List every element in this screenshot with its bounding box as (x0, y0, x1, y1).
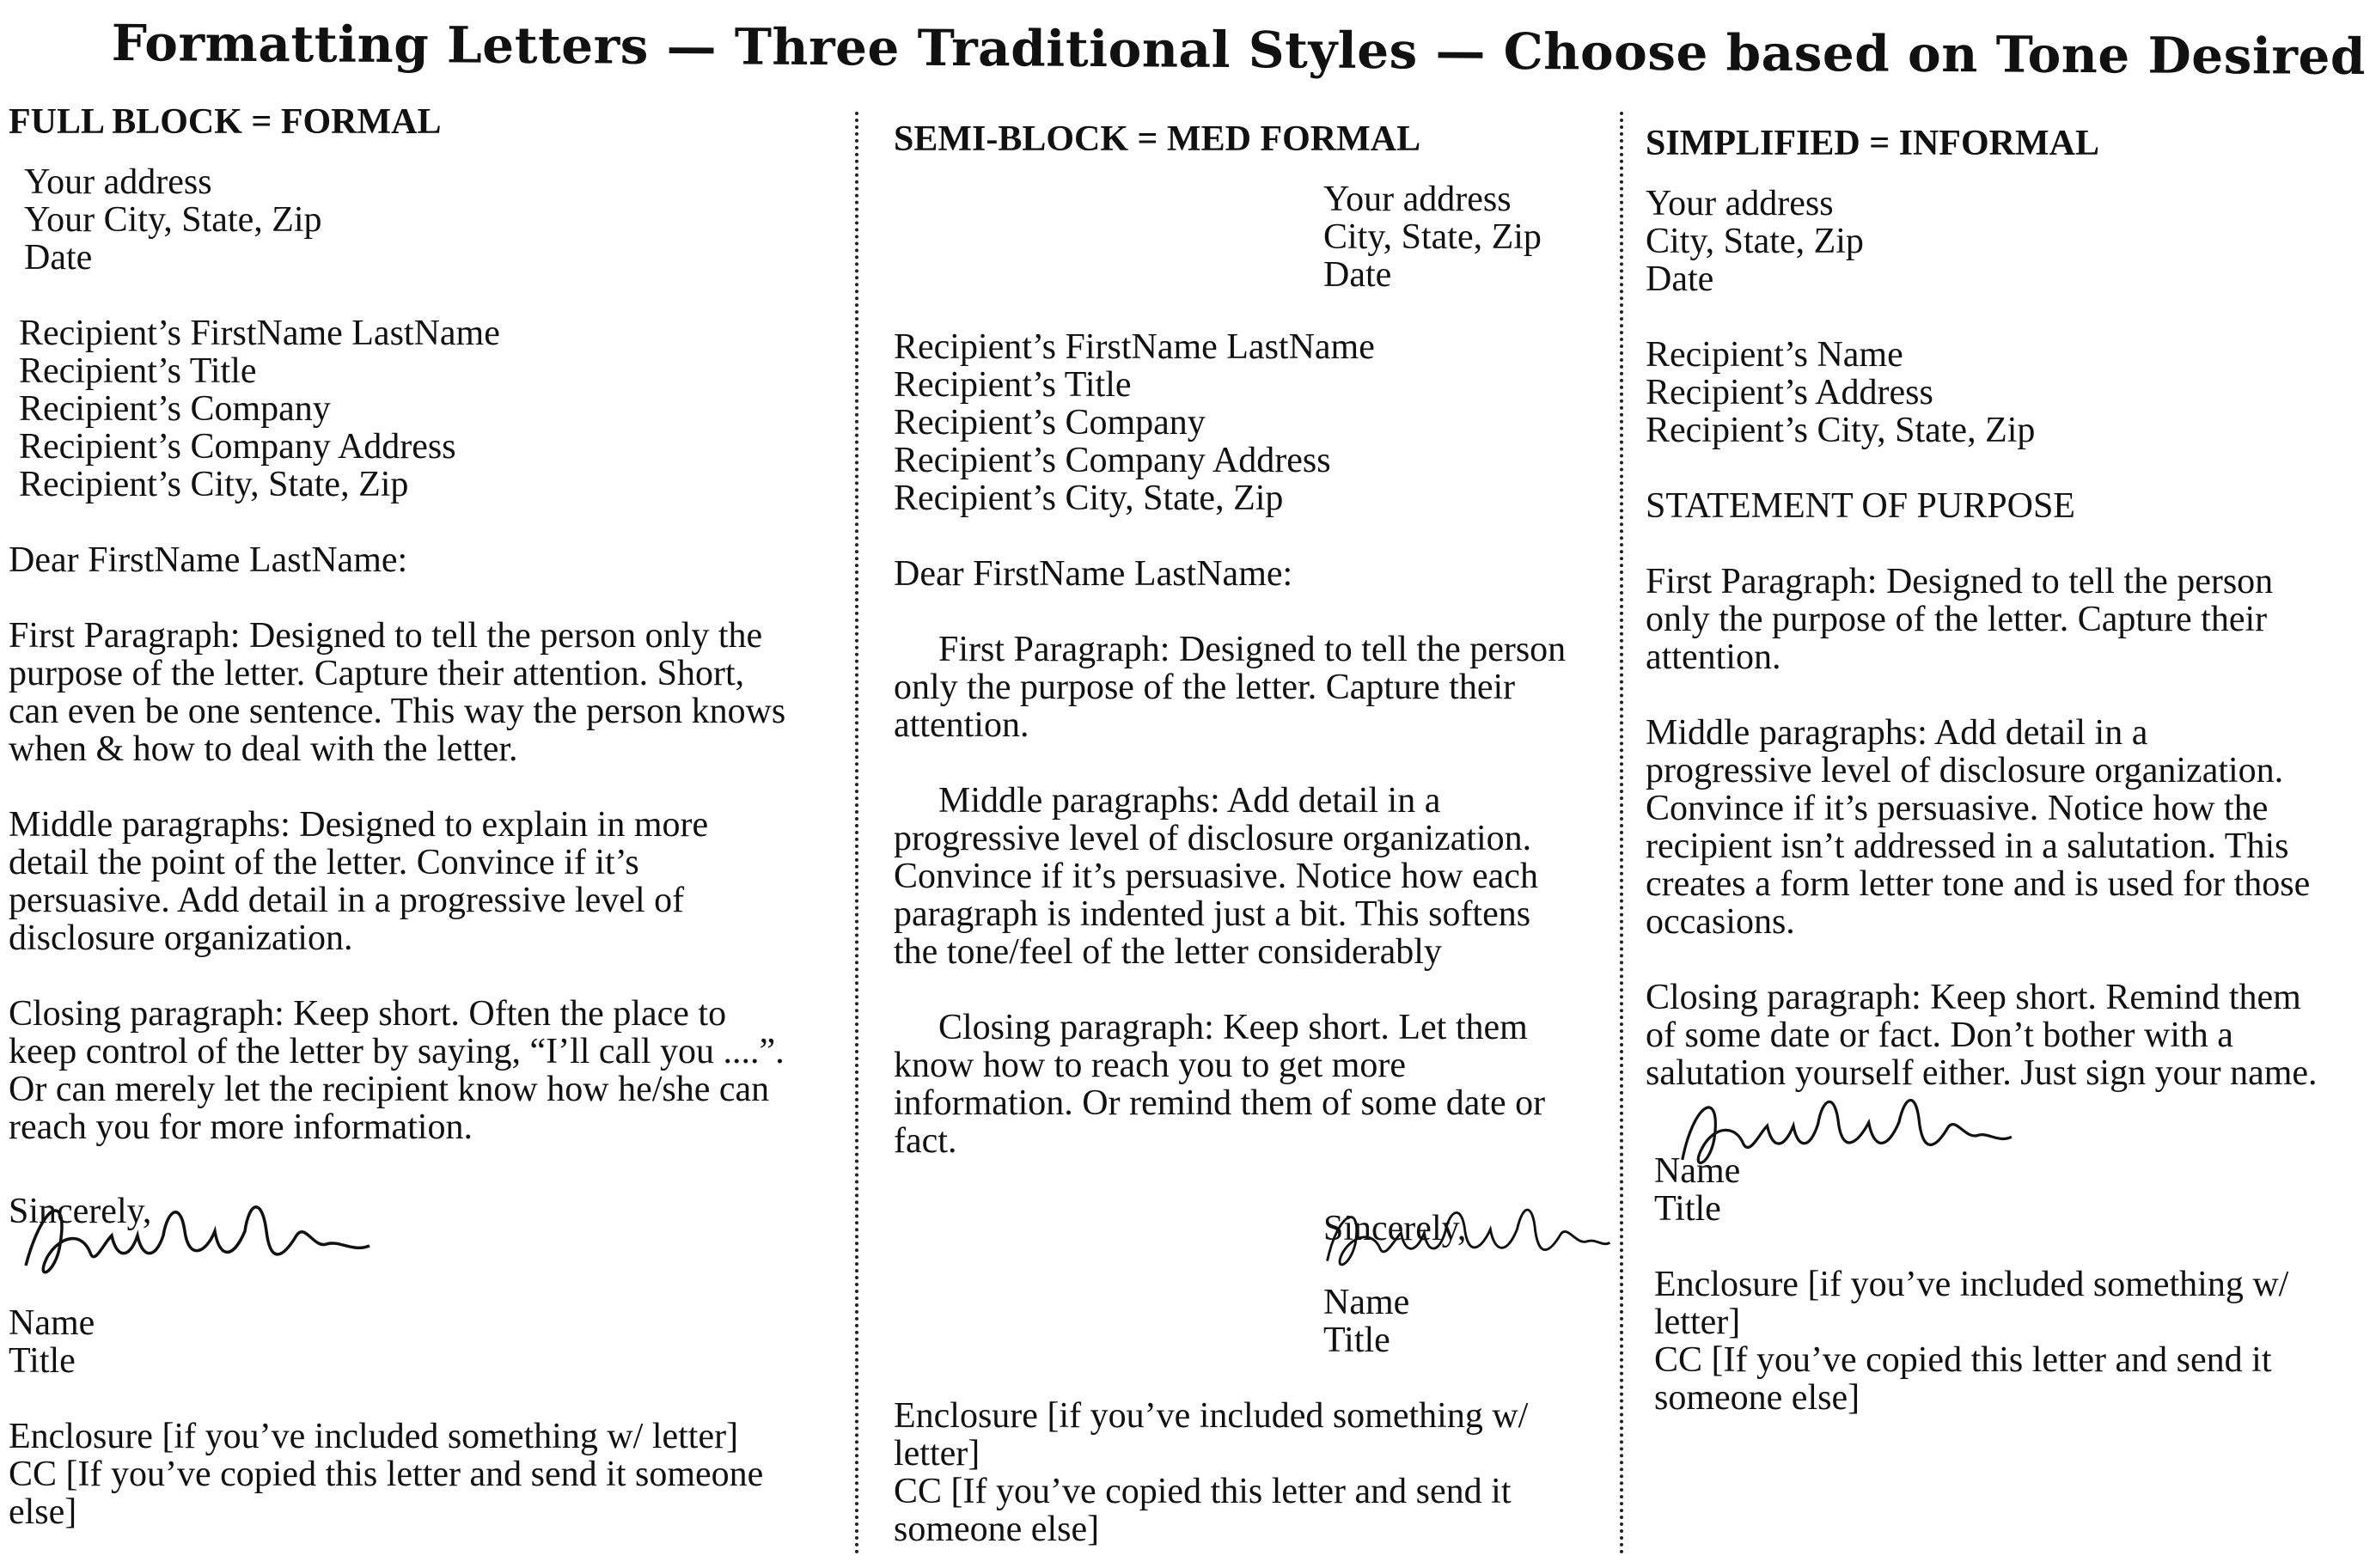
paragraph-line: Closing paragraph: Keep short. Let them (938, 1008, 1528, 1047)
signer-name: Name (9, 1303, 95, 1343)
paragraph-line: First Paragraph: Designed to tell the person only the (9, 616, 763, 656)
first-paragraph (894, 631, 1616, 744)
enclosure-line: Enclosure [if you’ve included something w/ (1654, 1265, 2289, 1304)
enclosure-line: CC [If you’ve copied this letter and send it (894, 1472, 1512, 1511)
recipient-line: Recipient’s FirstName LastName (19, 314, 500, 353)
paragraph-line: only the purpose of the letter. Capture their (1646, 600, 2268, 639)
signer-name: Name (1323, 1283, 1410, 1322)
paragraph-line: Middle paragraphs: Add detail in a (1646, 713, 2148, 753)
recipient-address (894, 328, 1616, 517)
signature-image (1639, 1077, 2051, 1180)
recipient-line: Recipient’s Address (1646, 373, 1933, 412)
signature-block (1646, 1092, 2367, 1152)
signature-block (1323, 1198, 1616, 1284)
enclosure-line: CC [If you’ve copied this letter and send it someone (9, 1455, 764, 1494)
paragraph-line: keep control of the letter by saying, “I’ll call you ....”. (9, 1032, 785, 1071)
paragraph-line: progressive level of disclosure organization. (1646, 751, 2284, 790)
paragraph-line: disclosure organization. (9, 918, 353, 958)
enclosure-block (1654, 1266, 2367, 1417)
paragraph-line: Middle paragraphs: Add detail in a (938, 781, 1441, 821)
closing-paragraph (1646, 979, 2367, 1092)
statement-of-purpose: STATEMENT OF PURPOSE (1646, 486, 2075, 526)
enclosure-line: CC [If you’ve copied this letter and send it (1654, 1340, 2272, 1380)
sender-address (24, 163, 834, 277)
signer-title: Title (1323, 1321, 1390, 1360)
sender-address (1323, 180, 1616, 294)
paragraph-line: progressive level of disclosure organization. (894, 819, 1532, 858)
paragraph-line: reach you for more information. (9, 1107, 473, 1147)
middle-paragraph (1646, 714, 2367, 941)
paragraph-line: purpose of the letter. Capture their attention. Short, (9, 654, 745, 693)
paragraph-line: can even be one sentence. This way the person knows (9, 692, 786, 731)
paragraph-line: Convince if it’s persuasive. Notice how the (1646, 789, 2269, 828)
paragraph-line: salutation yourself either. Just sign your name. (1646, 1053, 2318, 1093)
column-divider (855, 112, 858, 1555)
paragraph-line: Convince if it’s persuasive. Notice how each (894, 857, 1538, 896)
salutation: Dear FirstName LastName: (894, 554, 1293, 594)
enclosure-line: someone else] (894, 1510, 1100, 1549)
column-heading: SIMPLIFIED = INFORMAL (1646, 124, 2099, 163)
sender-line: Date (1323, 255, 1392, 295)
enclosure-line: Enclosure [if you’ve included something w/ (894, 1396, 1529, 1436)
enclosure-line: letter] (1654, 1303, 1741, 1342)
recipient-address (19, 314, 834, 503)
signer-name: Name (1654, 1151, 1741, 1191)
sender-line: Date (24, 238, 93, 278)
page-title: Formatting Letters — Three Traditional Styles — Choose based on Tone Desired (111, 14, 2367, 87)
paragraph-line: Or can merely let the recipient know how he/she can (9, 1070, 770, 1109)
paragraph-line: persuasive. Add detail in a progressive level of (9, 881, 685, 920)
recipient-line: Recipient’s City, State, Zip (1646, 411, 2036, 450)
paragraph-line: Closing paragraph: Keep short. Remind them (1646, 978, 2301, 1017)
paragraph-line: recipient isn’t addressed in a salutation. This (1646, 827, 2289, 866)
signature-block (9, 1184, 834, 1304)
closing-word: Sincerely, (9, 1192, 152, 1231)
recipient-line: Recipient’s Company (19, 389, 331, 429)
middle-paragraph (894, 782, 1616, 971)
signature-image (1306, 1181, 1616, 1292)
paragraph-line: attention. (1646, 638, 1781, 677)
enclosure-line: Enclosure [if you’ve included something w/ letter] (9, 1417, 739, 1456)
sender-line: Your City, State, Zip (24, 200, 322, 240)
enclosure-line: else] (9, 1492, 77, 1532)
middle-paragraph (9, 806, 834, 957)
closing-paragraph (894, 1009, 1616, 1160)
sender-address (1646, 185, 2367, 298)
recipient-address (1646, 336, 2367, 449)
paragraph-line: First Paragraph: Designed to tell the person (938, 630, 1567, 669)
paragraph-line: only the purpose of the letter. Capture their (894, 668, 1516, 707)
full-block-column (9, 103, 834, 1531)
simplified-column (1646, 125, 2367, 1417)
sender-line: City, State, Zip (1646, 222, 1864, 261)
salutation: Dear FirstName LastName: (9, 540, 408, 580)
sender-line: Your address (24, 162, 212, 202)
first-paragraph (1646, 563, 2367, 676)
closing-word: Sincerely, (1323, 1209, 1467, 1248)
paragraph-line: attention. (894, 705, 1029, 745)
recipient-line: Recipient’s City, State, Zip (19, 465, 409, 504)
first-paragraph (9, 617, 834, 768)
paragraph-line: paragraph is indented just a bit. This softens (894, 894, 1531, 934)
recipient-line: Recipient’s Company Address (19, 427, 456, 467)
enclosure-line: someone else] (1654, 1378, 1860, 1418)
enclosure-block (894, 1397, 1616, 1548)
sender-line: Your address (1323, 180, 1512, 219)
recipient-line: Recipient’s Title (19, 351, 257, 391)
signer-title: Title (9, 1341, 76, 1381)
recipient-line: Recipient’s FirstName LastName (894, 327, 1375, 367)
paragraph-line: Middle paragraphs: Designed to explain in more (9, 805, 709, 845)
recipient-line: Recipient’s Company Address (894, 441, 1331, 480)
paragraph-line: of some date or fact. Don’t bother with a (1646, 1016, 2233, 1055)
signer-title: Title (1654, 1189, 1721, 1229)
column-heading: FULL BLOCK = FORMAL (9, 102, 442, 142)
enclosure-line: letter] (894, 1434, 980, 1473)
paragraph-line: information. Or remind them of some date or (894, 1083, 1546, 1123)
column-heading: SEMI-BLOCK = MED FORMAL (894, 119, 1421, 159)
paragraph-line: First Paragraph: Designed to tell the person (1646, 562, 2274, 601)
recipient-line: Recipient’s Title (894, 365, 1132, 405)
sender-line: Date (1646, 259, 1714, 299)
paragraph-line: know how to reach you to get more (894, 1046, 1407, 1085)
column-divider (1620, 112, 1623, 1555)
sender-line: City, State, Zip (1323, 217, 1542, 257)
paragraph-line: fact. (894, 1121, 957, 1161)
recipient-line: Recipient’s City, State, Zip (894, 479, 1284, 518)
paragraph-line: occasions. (1646, 902, 1795, 942)
paragraph-line: creates a form letter tone and is used for those (1646, 864, 2311, 904)
semi-block-column (894, 120, 1616, 1548)
paragraph-line: when & how to deal with the letter. (9, 729, 518, 769)
recipient-line: Recipient’s Company (894, 403, 1206, 442)
paragraph-line: Closing paragraph: Keep short. Often the place to (9, 994, 727, 1034)
signature-image (9, 1184, 387, 1296)
paragraph-line: detail the point of the letter. Convince if it’s (9, 843, 639, 882)
enclosure-block (9, 1418, 834, 1531)
closing-paragraph (9, 995, 834, 1146)
paragraph-line: the tone/feel of the letter considerably (894, 932, 1442, 972)
recipient-line: Recipient’s Name (1646, 335, 1903, 375)
sender-line: Your address (1646, 184, 1834, 223)
